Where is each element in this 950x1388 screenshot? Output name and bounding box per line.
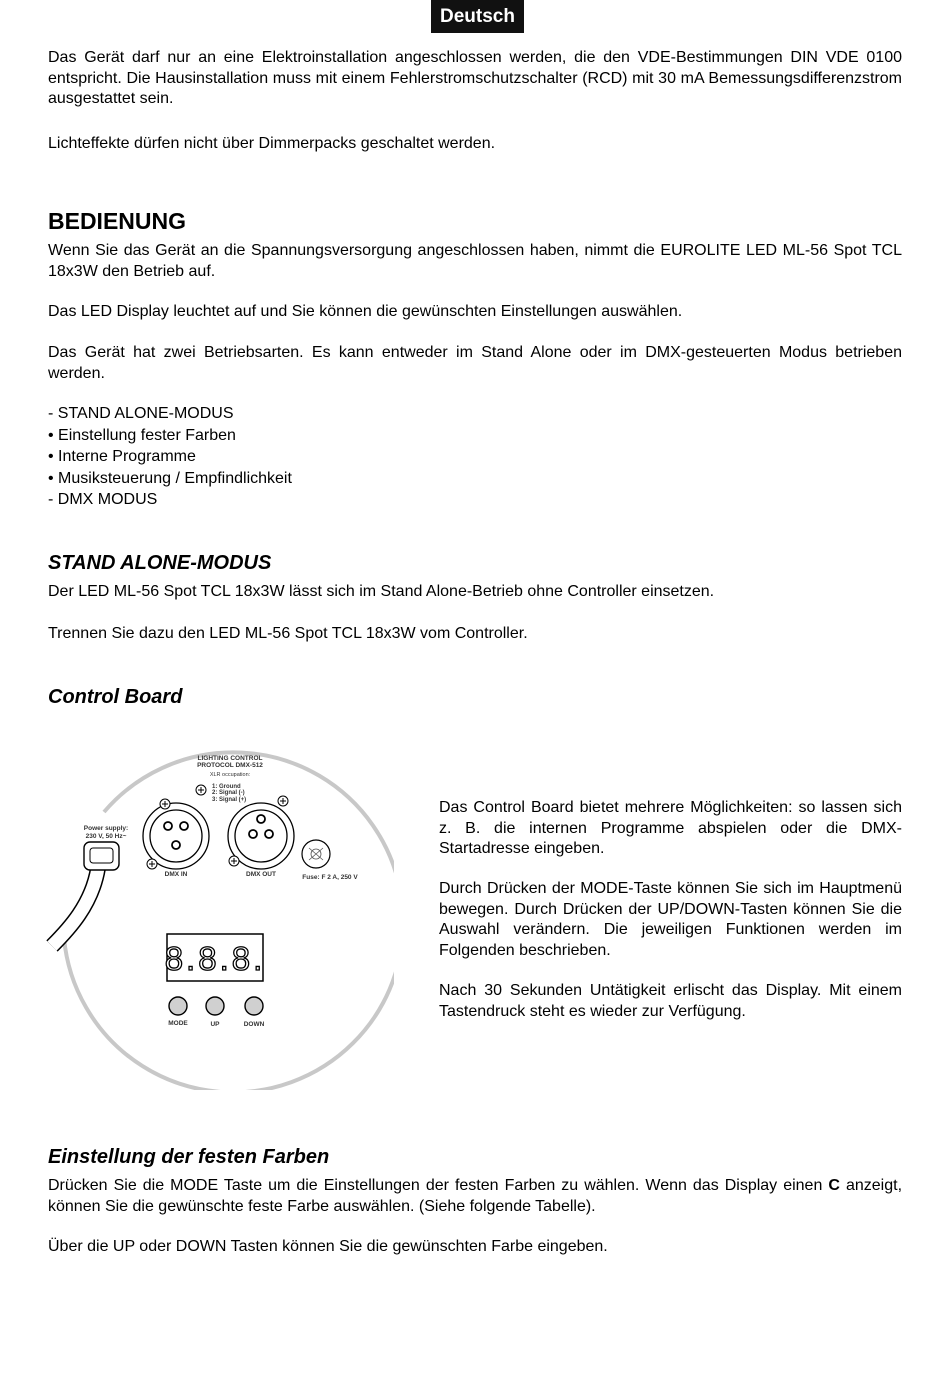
protocol-label-line1: LIGHTING CONTROL [197,755,263,762]
feste-farben-paragraph-1 [48,1176,902,1217]
power-cable-icon [52,842,119,946]
dmx-out-connector-icon [228,803,294,869]
protocol-label-line2: PROTOCOL DMX-512 [197,762,263,769]
display-digits: 8.8.8. [164,940,266,977]
bedienung-paragraph-power: Wenn Sie das Gerät an die Spannungsversorgung angeschlossen haben, nimmt die EUROLITE LED ML-56 Spot TCL 18x3W den Betrieb auf. [48,242,902,280]
section-title-stand-alone: STAND ALONE-MODUS [48,552,272,574]
fuse-label: Fuse: F 2 A, 250 V [302,874,358,881]
up-button-label: UP [210,1021,220,1028]
xlr-occupation-title: XLR occupation: [209,772,251,778]
mode-list-item: • Interne Programme [48,448,196,465]
section-title-feste-farben: Einstellung der festen Farben [48,1146,330,1168]
fuse-holder-icon [302,840,330,868]
stand-alone-paragraph-2: Trennen Sie dazu den LED ML-56 Spot TCL 18x3W vom Controller. [48,625,528,642]
bedienung-paragraph-display: Das LED Display leuchtet auf und Sie können die gewünschten Einstellungen auswählen. [48,303,683,320]
down-button-label: DOWN [243,1021,265,1028]
xlr-pin3-label: 3: Signal (+) [212,797,247,803]
mode-list-item: - DMX MODUS [48,491,158,508]
screw-icon [278,796,288,806]
mode-list-item: • Einstellung fester Farben [48,426,236,444]
section-title-bedienung: BEDIENUNG [48,208,187,234]
housing-outline [64,752,394,1090]
up-button[interactable] [206,997,224,1015]
feste-farben-text-end: anzeigt, können Sie die gewünschte feste Farbe auswählen. (Siehe folgende Tabelle). [48,1177,903,1215]
dmx-in-label: DMX IN [164,871,188,878]
led-display [165,934,266,981]
feste-farben-paragraph-2: Über die UP oder DOWN Tasten können Sie die gewünschten Farbe eingeben. [48,1238,608,1255]
intro-paragraph-dimmer: Lichteffekte dürfen nicht über Dimmerpacks geschaltet werden. [48,135,496,152]
power-supply-label-line2: 230 V, 50 Hz~ [85,833,127,840]
feste-farben-text-start: Drücken Sie die MODE Taste um die Einstellungen der festen Farben zu wählen. Wenn das Display einen [48,1177,829,1194]
dmx-out-label: DMX OUT [246,871,276,878]
screw-icon [196,785,206,795]
intro-paragraph-installation: Das Gerät darf nur an eine Elektroinstallation angeschlossen werden, die den VDE-Bestimmungen DIN VDE 0100 entspricht. Die Hausinstallation muss mit einem Fehlerstromschutzschalter (RCD) mit 30 mA Bemessungsdifferenzstrom ausgestattet sein. [48,49,902,107]
mode-button-label: MODE [168,1020,188,1027]
language-badge: Deutsch [431,0,524,33]
control-board-diagram [44,730,394,1090]
dmx-in-connector-icon [143,799,209,869]
stand-alone-paragraph-1: Der LED ML-56 Spot TCL 18x3W lässt sich im Stand Alone-Betrieb ohne Controller einsetzen. [48,583,715,600]
mode-list-item: • Musiksteuerung / Empfindlichkeit [48,469,292,487]
mode-list-item: - STAND ALONE-MODUS [48,405,234,422]
down-button[interactable] [245,997,263,1015]
display-letter-c: C [828,1177,840,1194]
control-board-paragraph-1: Das Control Board bietet mehrere Möglichkeiten: so lassen sich z. B. die internen Programme abspielen oder die DMX-Startadresse eingeben. [439,799,902,857]
section-title-control-board: Control Board [48,686,183,708]
xlr-pin2-label: 2: Signal (-) [212,790,245,796]
bedienung-paragraph-modes: Das Gerät hat zwei Betriebsarten. Es kann entweder im Stand Alone oder im DMX-gesteuerten Modus betrieben werden. [48,344,902,382]
xlr-pin1-label: 1: Ground [212,784,241,790]
control-board-paragraph-3: Nach 30 Sekunden Untätigkeit erlischt das Display. Mit einem Tastendruck steht es wieder zur Verfügung. [439,982,902,1020]
mode-list [48,403,292,511]
control-board-paragraph-2: Durch Drücken der MODE-Taste können Sie sich im Hauptmenü bewegen. Durch Drücken der UP/DOWN-Tasten können Sie die Auswahl verändern. Die jeweiligen Funktionen werden im Folgenden beschrieben. [439,880,902,959]
mode-button[interactable] [169,997,187,1015]
power-supply-label-line1: Power supply: [83,825,129,832]
